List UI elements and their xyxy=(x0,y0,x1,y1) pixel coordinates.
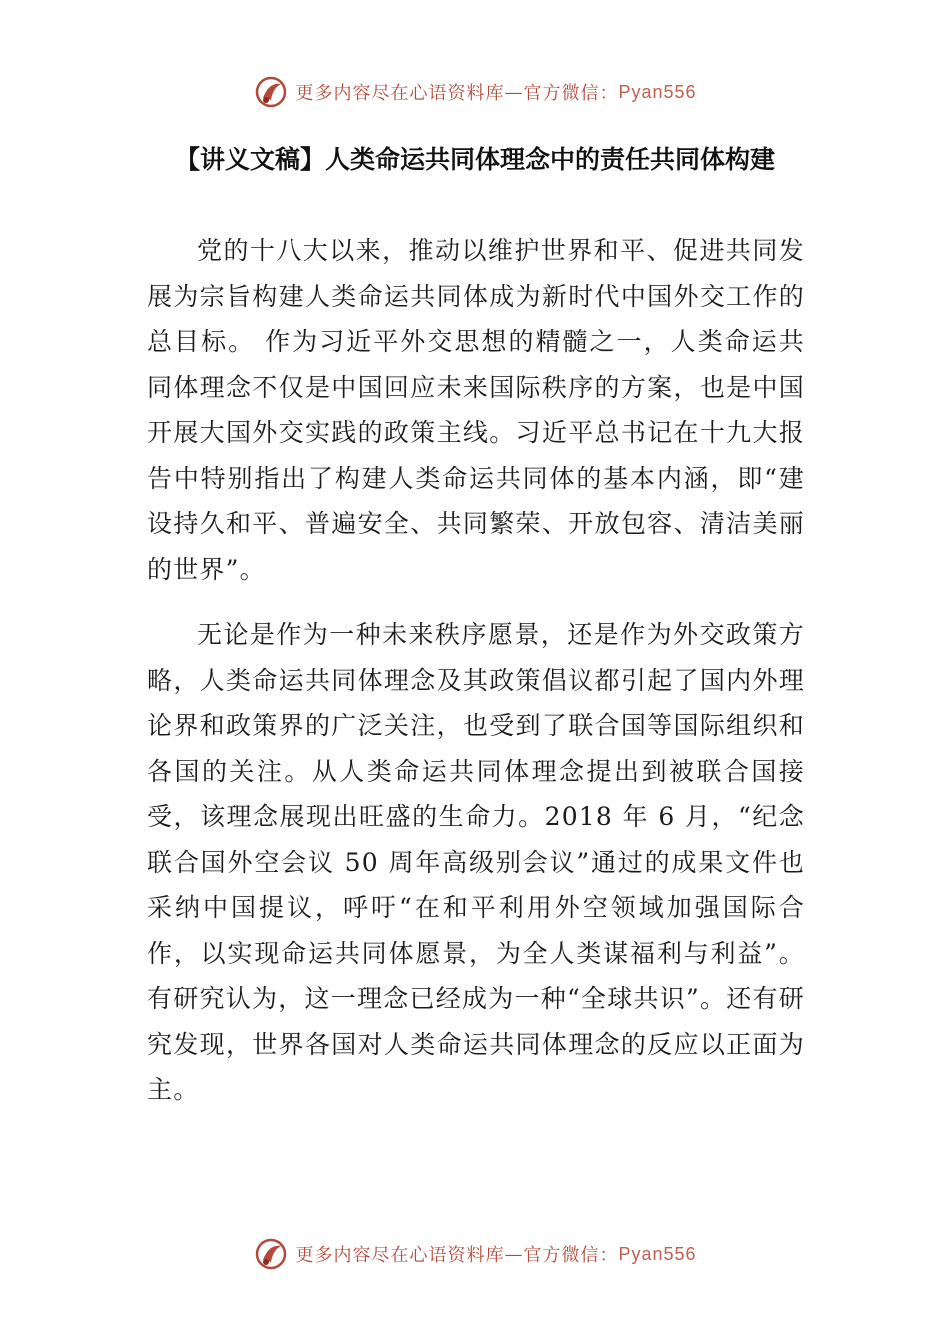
paragraph-2: 无论是作为一种未来秩序愿景，还是作为外交政策方略，人类命运共同体理念及其政策倡议都引起了国内外理论界和政策界的广泛关注，也受到了联合国等国际组织和各国的关注。从人类命运共同体理念提出到被联合国接受，该理念展现出旺盛的生命力。2018 年 6 月，“纪念联合国外空会议 50 周年高级别会议”通过的成果文件也采纳中国提议，呼吁“在和平利用外空领域加强国际合作，以实现命运共同体愿景，为全人类谋福利与利益”。有研究认为，这一理念已经成为一种“全球共识”。还有研究发现，世界各国对人类命运共同体理念的反应以正面为主。 xyxy=(147,620,805,1104)
banner-handle: Pyan556 xyxy=(618,81,697,102)
brand-logo-icon xyxy=(253,74,289,110)
document-body xyxy=(147,228,805,1133)
banner-handle: Pyan556 xyxy=(618,1243,697,1264)
banner-label: 官方微信： xyxy=(523,1245,619,1266)
paragraph-1: 党的十八大以来，推动以维护世界和平、促进共同发展为宗旨构建人类命运共同体成为新时代中国外交工作的总目标。 作为习近平外交思想的精髓之一，人类命运共同体理念不仅是中国回应未来国际秩序的方案，也是中国开展大国外交实践的政策主线。习近平总书记在十九大报告中特别指出了构建人类命运共同体的基本内涵，即“建设持久和平、普遍安全、共同繁荣、开放包容、清洁美丽的世界”。 xyxy=(147,236,805,584)
banner-text: 更多内容尽在心语资料库 xyxy=(295,1245,505,1266)
banner-label: 官方微信： xyxy=(523,83,619,104)
header-banner xyxy=(0,72,950,112)
footer-banner xyxy=(0,1234,950,1274)
banner-text: 更多内容尽在心语资料库 xyxy=(295,83,505,104)
document-title: 【讲义文稿】人类命运共同体理念中的责任共同体构建 xyxy=(174,145,775,174)
banner-separator: — xyxy=(504,1243,524,1265)
brand-logo-icon xyxy=(253,1236,289,1272)
banner-separator: — xyxy=(504,81,524,103)
